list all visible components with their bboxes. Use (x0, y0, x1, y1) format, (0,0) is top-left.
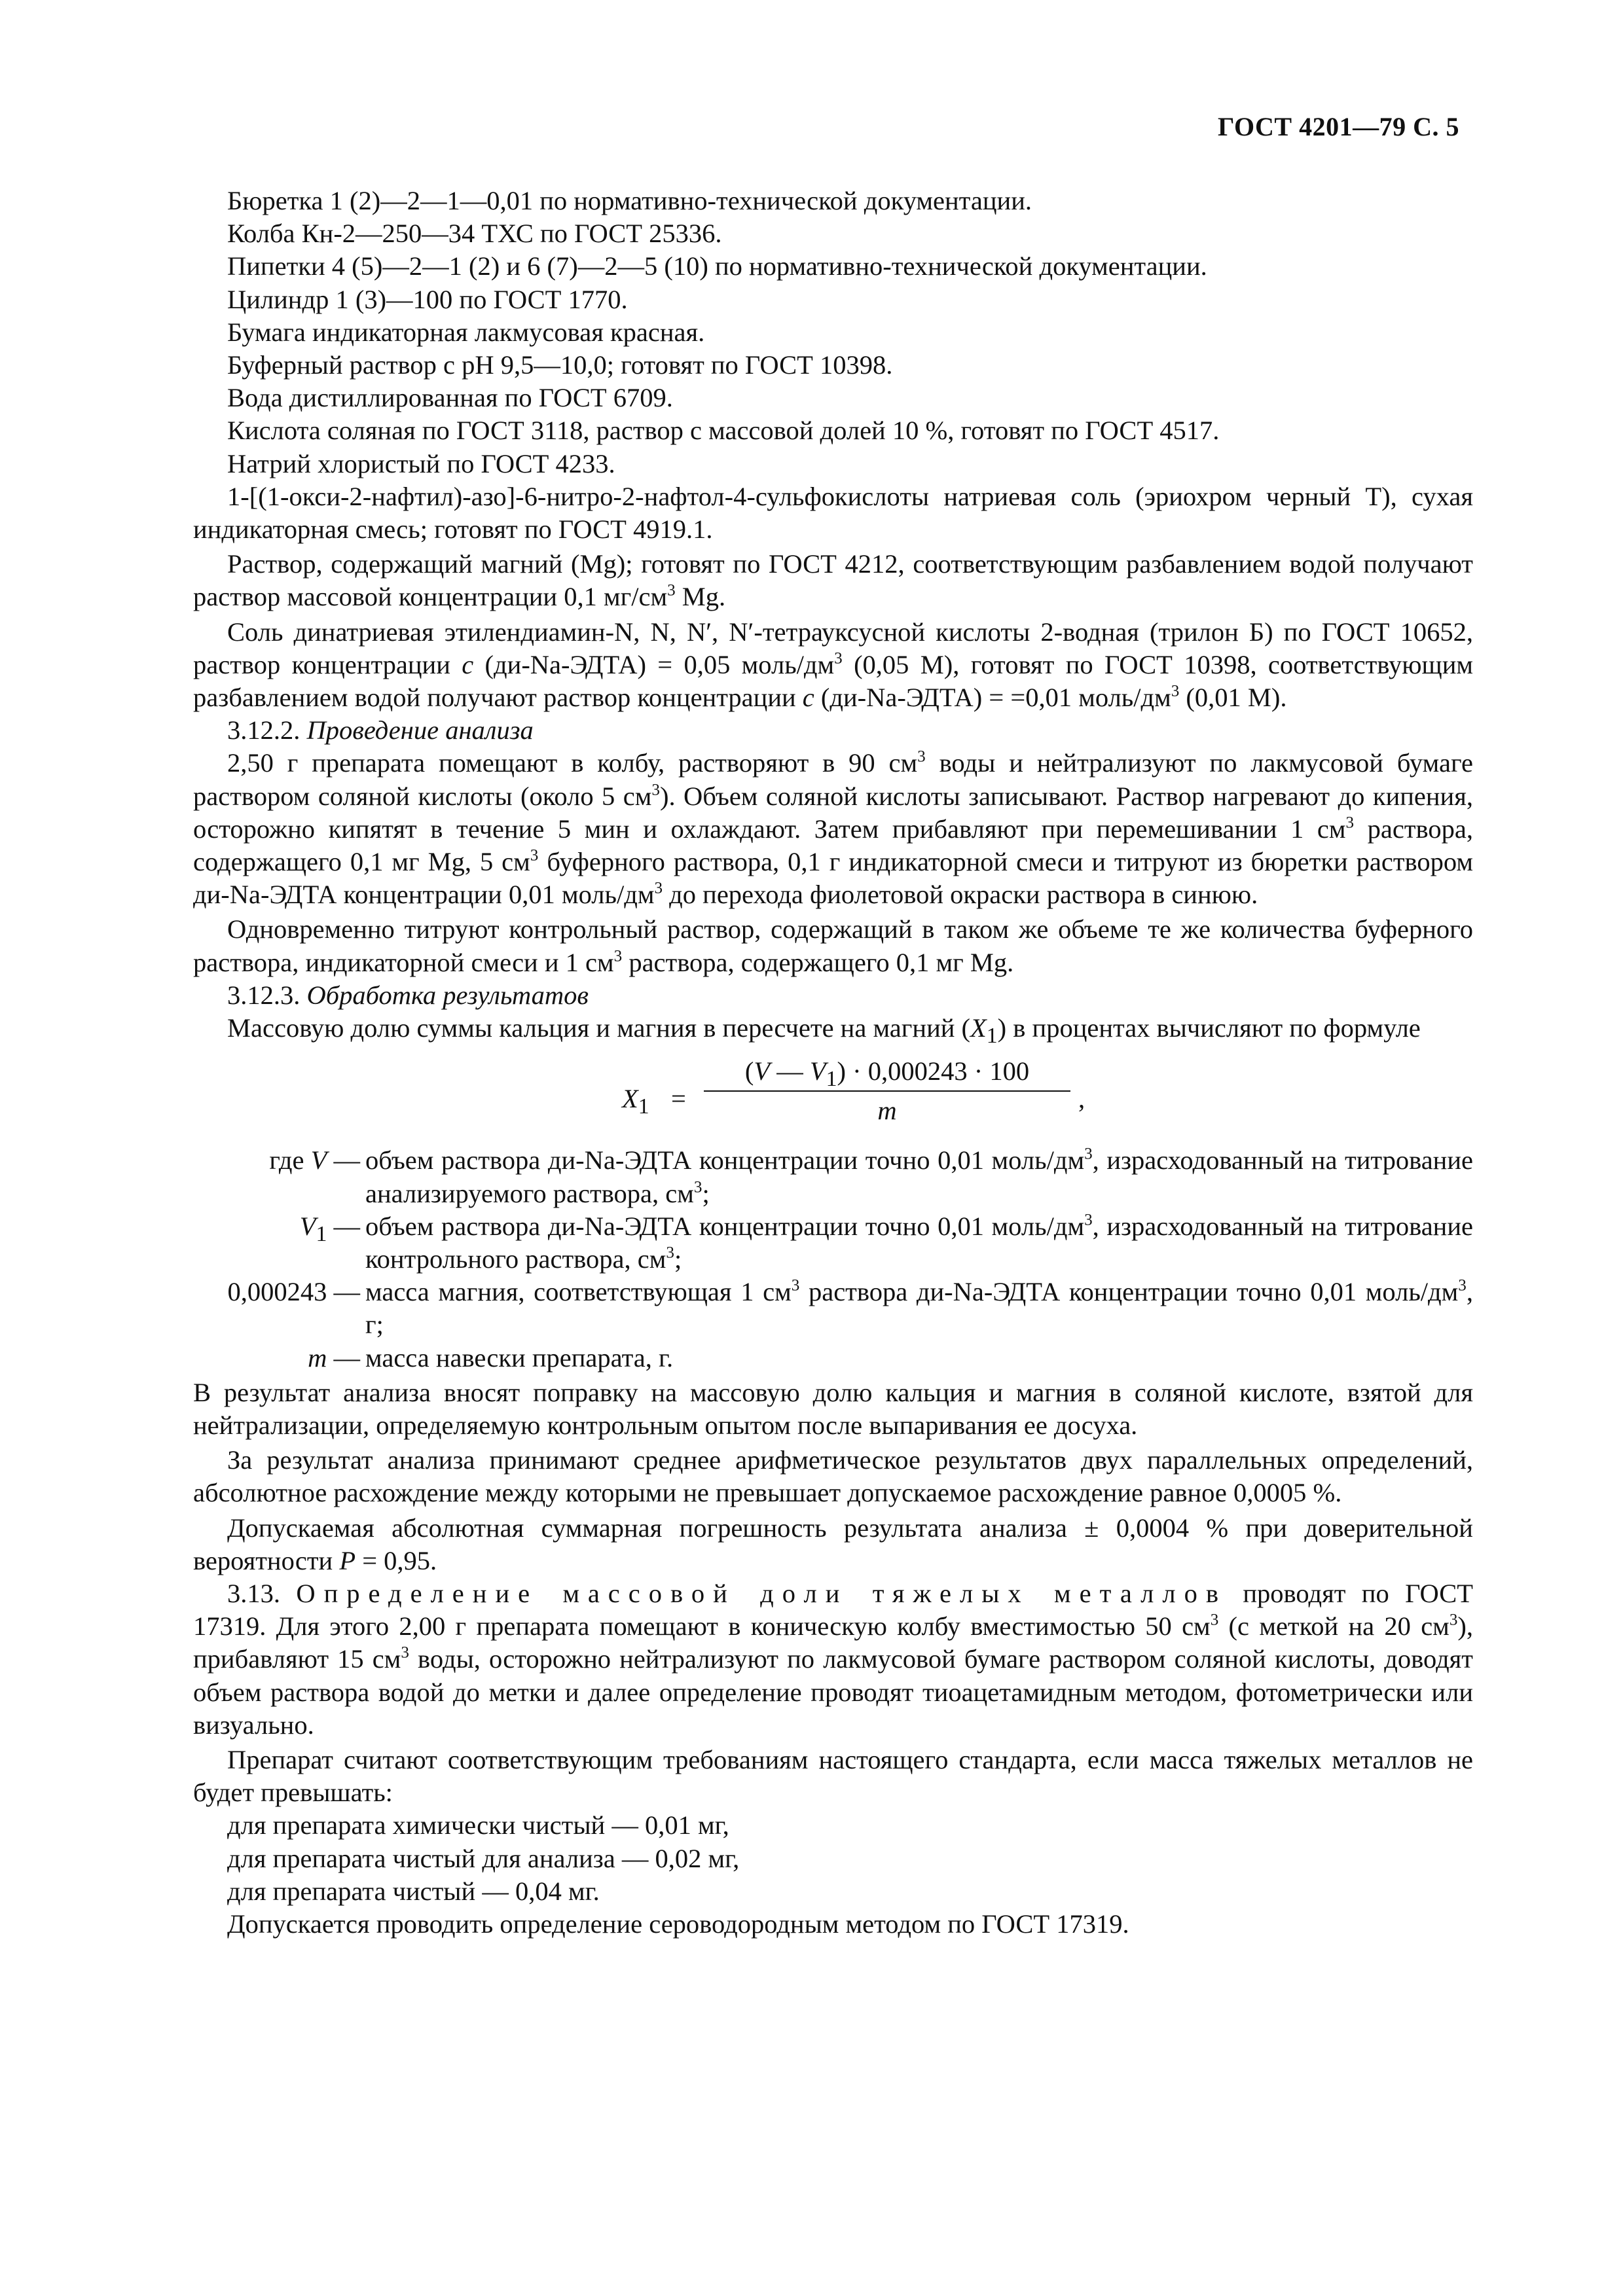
formula-numerator: (V — $V_1) \cdot 0,000243 \cdot 100$ (744, 1056, 1030, 1092)
section-3-13-title: Определение массовой доли тяжелых металлов (296, 1579, 1227, 1609)
h2s-method-note: Допускается проводить определение сероводородным методом по ГОСТ 17319. (227, 1909, 1129, 1939)
where-symbol: где V — (269, 1145, 360, 1175)
calc-intro-paragraph: Массовую долю суммы кальция и магния в пересчете на магний $(X_1)$ в процентах вычисляют по формуле (227, 1013, 1421, 1049)
reagent-line: Колба Кн-2—250—34 ТХС по ГОСТ 25336. (227, 219, 722, 249)
fraction-bar (704, 1090, 1070, 1092)
reagent-line: Буферный раствор с pH 9,5—10,0; готовят по ГОСТ 10398. (227, 350, 893, 380)
section-3-13-paragraph: 3.13. Определение массовой доли тяжелых металлов проводят по ГОСТ 17319. Для этого 2,00 г препарата помещают в коническую колбу вместимостью 50 $см^3$ (с меткой на 20 $см^3$), прибавляют 15 $см^3$ воды, осторожно нейтрализуют по лакмусовой бумаге раствором соляной кислоты, доводят объем раствора водой до метки и далее определение проводят тиоацетамидным методом, фотометрически или визуально. (193, 1579, 1474, 1740)
document-body (193, 185, 1473, 1941)
reagent-line: Вода дистиллированная по ГОСТ 6709. (227, 383, 673, 413)
page-header: ГОСТ 4201—79 С. 5 (1217, 112, 1459, 141)
eriochrome-paragraph: 1-[(1-окси-2-нафтил)-азо]-6-нитро-2-нафтол-4-сульфокислоты натриевая соль (эриохром черный Т), сухая индикаторная смесь; готовят по ГОСТ 4919.1. (193, 481, 1473, 545)
reagent-line: Бумага индикаторная лакмусовая красная. (227, 317, 705, 347)
mg-solution-paragraph: Раствор, содержащий магний (Mg); готовят по ГОСТ 4212, соответствующим разбавлением водой получают раствор массовой концентрации 0,1 $мг/см^3$ Mg. (193, 549, 1473, 612)
formula-denominator: m (877, 1096, 897, 1126)
formula-fraction (704, 1055, 1070, 1127)
where-description: масса навески препарата, г. (365, 1342, 674, 1372)
procedure-paragraph: 2,50 г препарата помещают в колбу, растворяют в 90 $см^3$ воды и нейтрализуют по лакмусовой бумаге раствором соляной кислоты (около 5 $см^3$). Объем соляной кислоты записывают. Раствор нагревают до кипения, осторожно кипятят в течение 5 мин и охлаждают. Затем прибавляют при перемешивании 1 $см^3$ раствора, содержащего 0,1 мг Mg, 5 $см^3$ буферного раствора, 0,1 г индикаторной смеси и титруют из бюретки раствором ди-Na-ЭДТА концентрации 0,01 моль/$дм^3$ до перехода фиолетовой окраски раствора в синюю. (193, 747, 1473, 910)
formula-comma: , (1078, 1084, 1085, 1114)
where-symbol: 0,000243 — (227, 1277, 360, 1307)
error-paragraph: Допускаемая абсолютная суммарная погрешность результата анализа ± 0,0004 % при доверительной вероятности P = 0,95. (193, 1513, 1473, 1575)
where-symbol: m — (308, 1342, 360, 1372)
where-definitions (193, 1144, 1473, 1374)
correction-paragraph: В результат анализа вносят поправку на массовую долю кальция и магния в соляной кислоте, взятой для нейтрализации, определяемую контрольным опытом после выпаривания ее досуха. (193, 1377, 1473, 1440)
result-paragraph: За результат анализа принимают среднее арифметическое результатов двух параллельных определений, абсолютное расхождение между которыми не превышает допускаемое расхождение равное 0,0005 %. (193, 1445, 1473, 1508)
control-paragraph: Одновременно титруют контрольный раствор, содержащий в таком же объеме те же количества буферного раствора, индикаторной смеси и 1 $см^3$ раствора, содержащего 0,1 мг Mg. (193, 914, 1473, 977)
reagent-line: Цилиндр 1 (3)—100 по ГОСТ 1770. (227, 284, 628, 314)
formula (193, 1055, 1473, 1139)
heavy-metals-limit: для препарата химически чистый — 0,01 мг, (227, 1810, 729, 1840)
where-description: объем раствора ди-Na-ЭДТА концентрации точно 0,01 моль/$дм^3$, израсходованный на титрование анализируемого раствора, $см^3$; (365, 1145, 1473, 1208)
section-heading-3-12-3: 3.12.3. Обработка результатов (227, 980, 589, 1010)
reagent-line: Кислота соляная по ГОСТ 3118, раствор с массовой долей 10 %, готовят по ГОСТ 4517. (227, 416, 1220, 446)
where-description: масса магния, соответствующая 1 $см^3$ раствора ди-Na-ЭДТА концентрации точно 0,01 моль/$дм^3$, г; (365, 1276, 1473, 1340)
heavy-metals-intro: Препарат считают соответствующим требованиям настоящего стандарта, если масса тяжелых металлов не будет превышать: (193, 1745, 1473, 1808)
heavy-metals-limit: для препарата чистый для анализа — 0,02 мг, (227, 1843, 740, 1873)
section-heading-3-12-2: 3.12.2. Проведение анализа (227, 715, 534, 745)
formula-equals: = (671, 1084, 686, 1114)
reagent-line: Пипетки 4 (5)—2—1 (2) и 6 (7)—2—5 (10) по нормативно-технической документации. (227, 251, 1207, 281)
trilon-paragraph: Соль динатриевая этилендиамин-N, N, N′, N′-тетрауксусной кислоты 2-водная (трилон Б) по ГОСТ 10652, раствор концентрации c (ди-Na-ЭДТА) = 0,05 моль/$дм^3$ (0,05 М), готовят по ГОСТ 10398, соответствующим разбавлением водой получают раствор концентрации c (ди-Na-ЭДТА) = =0,01 моль/$дм^3$ (0,01 М). (193, 617, 1474, 713)
formula-lhs: $X_1$ (622, 1084, 649, 1119)
where-symbol: $V_1$ — (299, 1211, 360, 1246)
where-description: объем раствора ди-Na-ЭДТА концентрации точно 0,01 моль/$дм^3$, израсходованный на титрование контрольного раствора, $см^3$; (365, 1211, 1473, 1274)
heavy-metals-limit: для препарата чистый — 0,04 мг. (227, 1876, 600, 1906)
reagent-line: Натрий хлористый по ГОСТ 4233. (227, 448, 615, 478)
reagent-line: Бюретка 1 (2)—2—1—0,01 по нормативно-технической документации. (227, 186, 1032, 215)
